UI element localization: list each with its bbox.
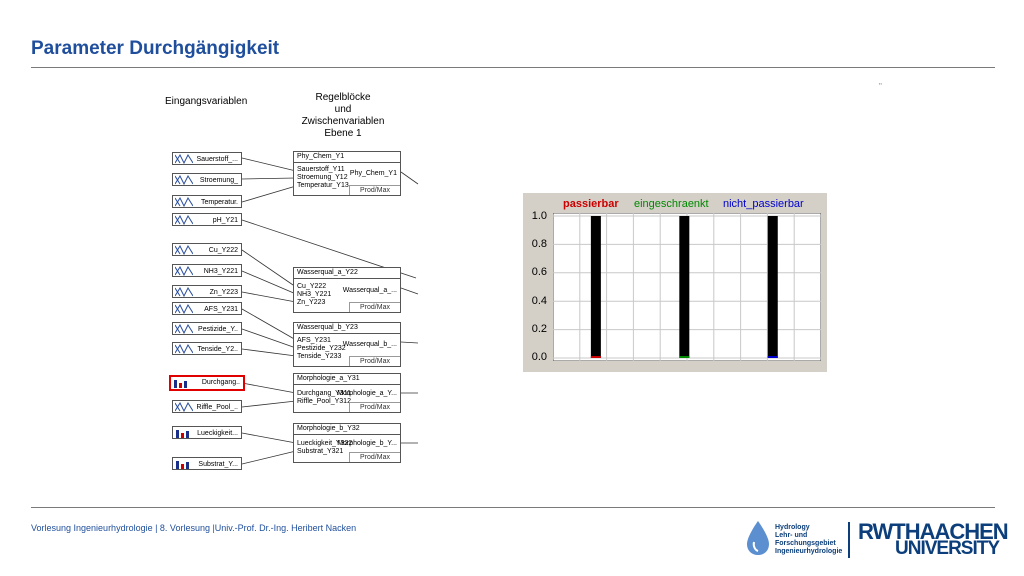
input-label: AFS_Y231	[204, 306, 238, 313]
dept-line: Forschungsgebiet	[775, 540, 836, 547]
input-zn[interactable]	[172, 285, 242, 298]
bar-eingeschraenkt	[679, 216, 689, 358]
input-label: Temperatur.	[201, 199, 238, 206]
blocks-header-l1: Regelblöcke	[315, 92, 371, 103]
input-label: pH_Y21	[212, 217, 238, 224]
input-tenside[interactable]	[172, 342, 242, 355]
block-input: Pestizide_Y232	[297, 345, 346, 352]
chart-plot-area	[553, 213, 821, 361]
fuzzy-icon	[175, 344, 193, 354]
logo-divider	[848, 522, 850, 558]
bar-nicht_passierbar	[768, 216, 778, 358]
block-input: Stroemung_Y12	[297, 174, 348, 181]
block-operator: Prod/Max	[349, 302, 400, 312]
input-label: Tenside_Y2..	[197, 346, 238, 353]
dept-line: Hydrology	[775, 524, 810, 531]
legend-nicht-passierbar: nicht_passierbar	[723, 198, 804, 210]
block-operator: Prod/Max	[349, 452, 400, 462]
block-output: Morphologie_a_Y...	[337, 390, 397, 397]
fuzzy-icon	[175, 175, 193, 185]
rule-block-wasserqual-b[interactable]	[293, 322, 401, 367]
output-bar-chart	[523, 193, 827, 372]
input-afs[interactable]	[172, 302, 242, 315]
block-output: Phy_Chem_Y1	[349, 170, 397, 177]
block-input: Temperatur_Y13	[297, 182, 349, 189]
block-input: AFS_Y231	[297, 337, 331, 344]
inputs-header: Eingangsvariablen	[165, 96, 248, 107]
y-tick-label: 0.2	[531, 323, 547, 335]
bar-base-passierbar	[591, 356, 601, 358]
input-label: Sauerstoff_...	[196, 156, 238, 163]
block-title: Wasserqual_b_Y23	[294, 323, 400, 334]
block-title: Morphologie_a_Y31	[294, 374, 400, 385]
fuzzy-icon	[175, 324, 193, 334]
department-name	[775, 524, 842, 556]
rule-block-morphologie-a[interactable]	[293, 373, 401, 413]
input-lueckigkeit[interactable]	[172, 426, 242, 439]
input-substrat[interactable]	[172, 457, 242, 470]
input-label: Lueckigkeit...	[197, 430, 238, 437]
rule-block-phy-chem[interactable]	[293, 151, 401, 196]
block-input: Durchgang_Y311	[297, 390, 351, 397]
bar-base-eingeschraenkt	[679, 356, 689, 358]
input-label: Pestizide_Y..	[198, 326, 238, 333]
block-input: NH3_Y221	[297, 291, 332, 298]
bar-base-nicht_passierbar	[768, 356, 778, 358]
input-stroemung[interactable]	[172, 173, 242, 186]
block-input: Sauerstoff_Y11	[297, 166, 345, 173]
input-label: Stroemung_	[199, 177, 238, 184]
block-output: Wasserqual_a_...	[342, 287, 397, 294]
input-temperatur[interactable]	[172, 195, 242, 208]
input-nh3[interactable]	[172, 264, 242, 277]
input-durchgang-selected[interactable]	[169, 375, 245, 391]
block-operator: Prod/Max	[349, 356, 400, 366]
block-input: Zn_Y223	[297, 299, 326, 306]
rule-block-wasserqual-a[interactable]	[293, 267, 401, 313]
rule-block-morphologie-b[interactable]	[293, 423, 401, 463]
input-label: Zn_Y223	[209, 289, 238, 296]
block-output: Morphologie_b_Y...	[337, 440, 397, 447]
water-drop-logo-icon	[745, 520, 771, 556]
input-label: Riffle_Pool_..	[196, 404, 238, 411]
slide-title: Parameter Durchgängigkeit	[31, 38, 280, 59]
footer-text: Vorlesung Ingenieurhydrologie | 8. Vorlesung |Univ.-Prof. Dr.-Ing. Heribert Nacken	[31, 523, 357, 533]
block-title: Wasserqual_a_Y22	[294, 268, 400, 279]
fuzzy-icon	[175, 402, 193, 412]
footer-divider	[31, 507, 995, 508]
fuzzy-icon	[175, 197, 193, 207]
input-label: Durchgang..	[201, 379, 240, 386]
y-tick-label: 0.6	[531, 266, 547, 278]
corner-mark: "	[879, 82, 882, 91]
y-tick-label: 0.0	[531, 351, 547, 363]
legend-eingeschraenkt: eingeschraenkt	[634, 198, 709, 210]
fuzzy-icon	[175, 266, 193, 276]
blocks-header-l4: Ebene 1	[324, 128, 362, 139]
input-label: NH3_Y221	[203, 268, 238, 275]
blocks-header-l3: Zwischenvariablen	[301, 116, 385, 127]
bar-icon	[175, 428, 193, 438]
legend-passierbar: passierbar	[563, 198, 619, 210]
block-input: Riffle_Pool_Y312	[297, 398, 351, 405]
block-output: Wasserqual_b_...	[342, 341, 397, 348]
y-tick-label: 0.8	[531, 238, 547, 250]
university-logo-top: RWTHAACHEN	[858, 519, 1008, 544]
block-title: Phy_Chem_Y1	[294, 152, 400, 163]
block-input: Substrat_Y321	[297, 448, 344, 455]
dept-line: Lehr- und	[775, 532, 808, 539]
fuzzy-icon	[175, 154, 193, 164]
block-input: Cu_Y222	[297, 283, 327, 290]
input-label: Substrat_Y...	[198, 461, 238, 468]
fuzzy-icon	[175, 304, 193, 314]
y-tick-label: 1.0	[531, 210, 547, 222]
input-riffle-pool[interactable]	[172, 400, 242, 413]
block-input: Tenside_Y233	[297, 353, 342, 360]
blocks-header-l2: und	[334, 104, 352, 115]
block-input: Lueckigkeit_Y322	[297, 440, 353, 447]
input-label: Cu_Y222	[208, 247, 238, 254]
input-pestizide[interactable]	[172, 322, 242, 335]
dept-line: Ingenieurhydrologie	[775, 548, 843, 555]
fuzzy-icon	[175, 287, 193, 297]
fuzzy-icon	[175, 215, 193, 225]
block-title: Morphologie_b_Y32	[294, 424, 400, 435]
bar-icon	[173, 378, 191, 388]
input-sauerstoff[interactable]	[172, 152, 242, 165]
university-logo-bottom: UNIVERSITY	[895, 538, 1000, 559]
block-operator: Prod/Max	[349, 185, 400, 195]
bar-icon	[175, 459, 193, 469]
y-tick-label: 0.4	[531, 295, 547, 307]
input-ph[interactable]	[172, 213, 242, 226]
fuzzy-icon	[175, 245, 193, 255]
bar-passierbar	[591, 216, 601, 358]
block-operator: Prod/Max	[349, 402, 400, 412]
input-cu[interactable]	[172, 243, 242, 256]
